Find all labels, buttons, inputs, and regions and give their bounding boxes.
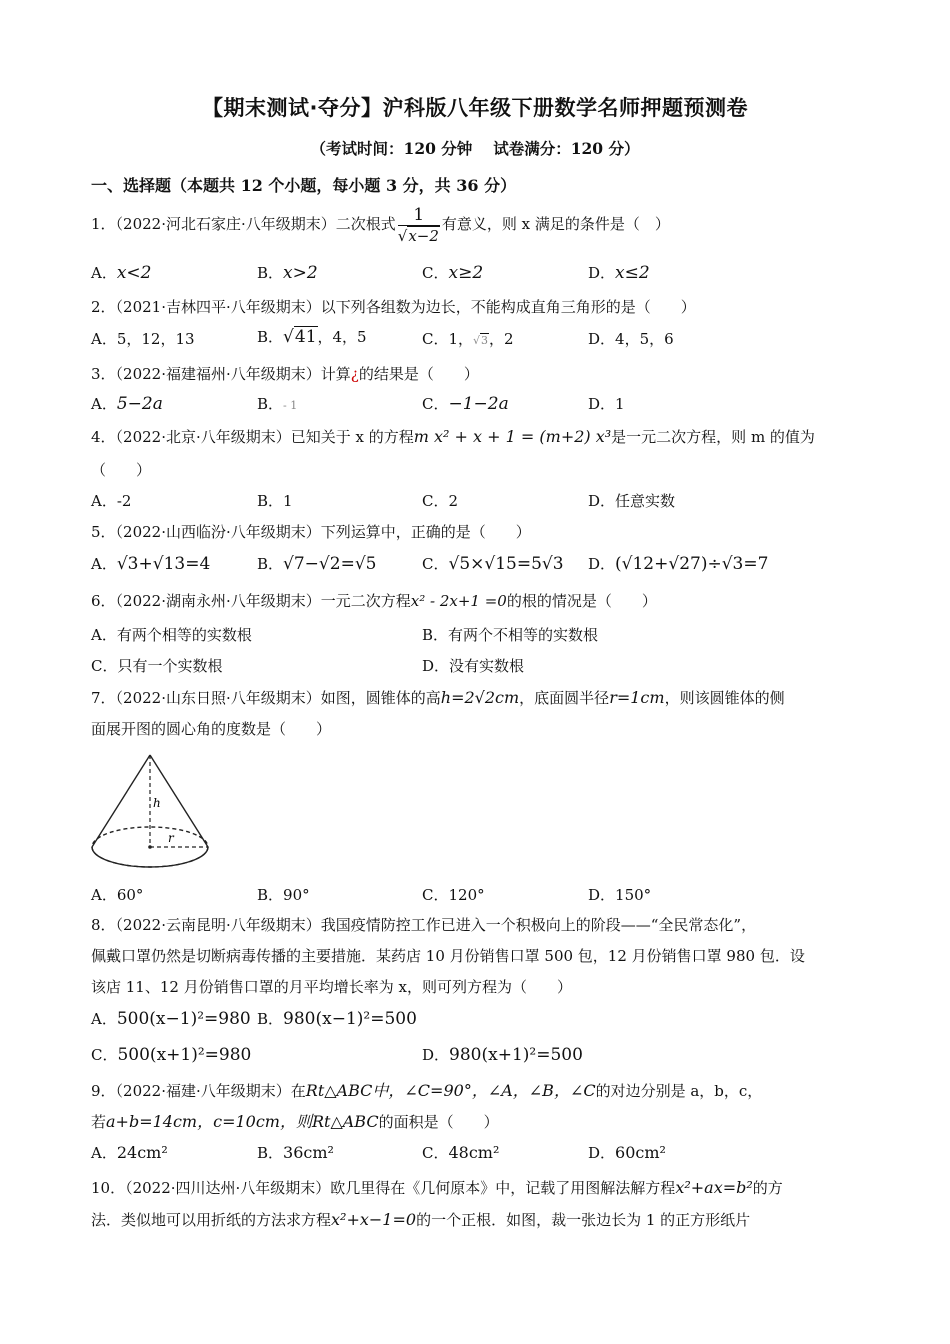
q5-option-c: C．√5×√15=5√3 xyxy=(422,554,564,574)
q3-option-c: C．−1−2a xyxy=(422,394,509,414)
question-3-stem: 3．（2022·福建福州·八年级期末）计算¿的结果是（ ） xyxy=(91,365,479,383)
q1-option-d: D．x≤2 xyxy=(588,263,650,283)
question-8-line-3: 该店 11、12 月份销售口罩的月平均增长率为 x，则可列方程为（ ） xyxy=(91,978,572,996)
q6-option-d: D．没有实数根 xyxy=(422,657,525,675)
q9-option-c: C．48cm² xyxy=(422,1143,500,1162)
q4-option-d: D．任意实数 xyxy=(588,492,676,510)
q6-option-a: A．有两个相等的实数根 xyxy=(91,626,252,644)
radius-label: r xyxy=(168,831,174,845)
q4-option-a: A．-2 xyxy=(91,492,132,510)
cone-base-front xyxy=(92,847,208,867)
q8-option-c: C．500(x+1)²=980 xyxy=(91,1045,252,1065)
q2-option-c: C．1，√3，2 xyxy=(422,330,514,348)
q5-option-b: B．√7−√2=√5 xyxy=(257,554,377,574)
q2-option-d: D．4，5，6 xyxy=(588,330,674,348)
q9-option-a: A．24cm² xyxy=(91,1143,168,1162)
question-8-line-1: 8．（2022·云南昆明·八年级期末）我国疫情防控工作已进入一个积极向上的阶段——“全民常态化”， xyxy=(91,916,757,934)
question-7-stem: 7．（2022·山东日照·八年级期末）如图，圆锥体的高h=2√2cm，底面圆半径r=1cm，则该圆锥体的侧 xyxy=(91,688,785,707)
question-4-stem-cont: （ ） xyxy=(91,461,152,479)
q9-option-d: D．60cm² xyxy=(588,1143,666,1162)
question-10-line-2: 法．类似地可以用折纸的方法求方程x²+x−1=0的一个正根．如图，裁一张边长为 1 的正方形纸片 xyxy=(91,1210,751,1229)
q6-option-b: B．有两个不相等的实数根 xyxy=(422,626,599,644)
q3-option-d: D．1 xyxy=(588,395,625,413)
exam-info: （考试时间：120 分钟 试卷满分：120 分） xyxy=(310,139,640,158)
question-6-stem: 6．（2022·湖南永州·八年级期末）一元二次方程x² - 2x+1 =0的根的情况是（ ） xyxy=(91,592,657,610)
cone-figure xyxy=(88,750,213,870)
q9-option-b: B．36cm² xyxy=(257,1143,334,1162)
q8-option-a: A．500(x−1)²=980 xyxy=(91,1009,251,1029)
q7-option-a: A．60° xyxy=(91,886,144,904)
cone-center-point xyxy=(148,845,152,849)
q6-option-c: C．只有一个实数根 xyxy=(91,657,223,675)
q1-option-c: C．x≥2 xyxy=(422,263,484,283)
height-label: h xyxy=(153,796,161,810)
question-5-stem: 5．（2022·山西临汾·八年级期末）下列运算中，正确的是（ ） xyxy=(91,523,531,541)
q5-option-d: D．(√12+√27)÷√3=7 xyxy=(588,554,769,574)
question-4-stem: 4．（2022·北京·八年级期末）已知关于 x 的方程m x² + x + 1 = (m+2) x³是一元二次方程，则 m 的值为 xyxy=(91,427,815,446)
q4-option-b: B．1 xyxy=(257,492,293,510)
question-10-line-1: 10．（2022·四川达州·八年级期末）欧几里得在《几何原本》中，记载了用图解法解方程x²+ax=b²的方 xyxy=(91,1178,783,1197)
question-8-line-2: 佩戴口罩仍然是切断病毒传播的主要措施．某药店 10 月份销售口罩 500 包，12 月份销售口罩 980 包．设 xyxy=(91,947,805,965)
q7-option-c: C．120° xyxy=(422,886,485,904)
question-9-line-1: 9．（2022·福建·八年级期末）在Rt△ABC中，∠C=90°，∠A，∠B，∠C的对边分别是 a，b，c， xyxy=(91,1081,763,1100)
section-heading: 一、选择题（本题共 12 个小题，每小题 3 分，共 36 分） xyxy=(91,176,517,195)
q7-option-d: D．150° xyxy=(588,886,652,904)
q5-option-a: A．√3+√13=4 xyxy=(91,554,211,574)
q8-option-d: D．980(x+1)²=500 xyxy=(422,1045,583,1065)
q1-option-b: B．x>2 xyxy=(257,263,318,283)
q7-option-b: B．90° xyxy=(257,886,310,904)
q2-option-a: A．5，12，13 xyxy=(91,330,195,348)
question-9-line-2: 若a+b=14cm，c=10cm，则Rt△ABC的面积是（ ） xyxy=(91,1112,499,1131)
q2-option-b: B．√41，4，5 xyxy=(257,327,367,347)
question-7-stem-cont: 面展开图的圆心角的度数是（ ） xyxy=(91,720,332,738)
q8-option-b: B．980(x−1)²=500 xyxy=(257,1009,417,1029)
q3-option-a: A．5−2a xyxy=(91,394,163,414)
q1-option-a: A．x<2 xyxy=(91,263,152,283)
q3-option-b: B．- 1 xyxy=(257,395,298,413)
cone-left-edge xyxy=(92,755,150,847)
page-title: 【期末测试·夺分】沪科版八年级下册数学名师押题预测卷 xyxy=(202,96,748,120)
q4-option-c: C．2 xyxy=(422,492,459,510)
question-1-stem: 1．（2022·河北石家庄·八年级期末）二次根式 $\frac{1}{√x-2}$ 有意义，则 x 满足的条件是（ ） xyxy=(91,205,670,245)
fraction: $\frac{1}{√x-2}$ xyxy=(397,205,439,245)
question-2-stem: 2．（2021·吉林四平·八年级期末）以下列各组数为边长，不能构成直角三角形的是（ ） xyxy=(91,298,696,316)
